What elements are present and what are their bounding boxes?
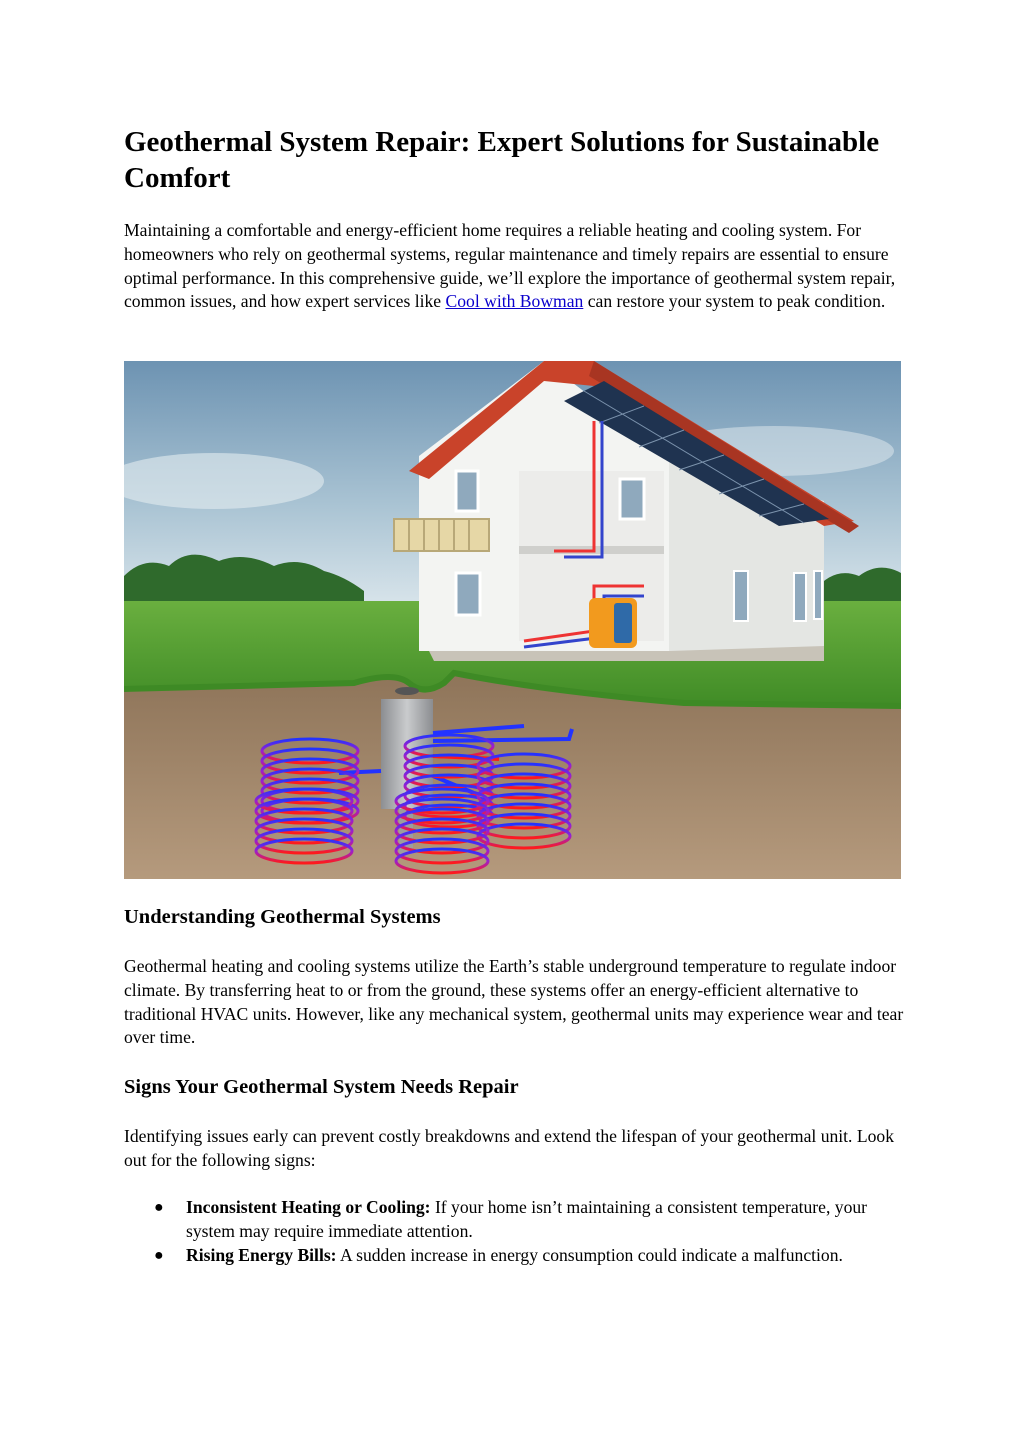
- page-title: Geothermal System Repair: Expert Solutions for Sustainable Comfort: [124, 126, 880, 194]
- section-paragraph-understanding: Geothermal heating and cooling systems utilize the Earth’s stable underground temperature to regulate indoor climate. By transferring heat to or from the ground, these systems offer an energy-efficient alternative to traditional HVAC units. However, like any mechanical system, geothermal units may experience wear and tear over time.: [124, 956, 904, 1048]
- section-paragraph-signs: Identifying issues early can prevent costly breakdowns and extend the lifespan of your geothermal unit. Look out for the following signs:: [124, 1126, 894, 1170]
- bullet-icon: ●: [154, 1246, 164, 1264]
- section-heading-signs: Signs Your Geothermal System Needs Repair: [124, 1076, 519, 1098]
- bullet-icon: ●: [154, 1199, 164, 1216]
- signs-list: [124, 1196, 904, 1267]
- intro-paragraph: [124, 219, 904, 314]
- list-item: [124, 1244, 904, 1268]
- list-item-text: If your home isn’t maintaining a consistent temperature, your system may require immediate attention.: [186, 1197, 868, 1241]
- cool-with-bowman-link[interactable]: Cool with Bowman: [445, 291, 584, 312]
- geothermal-house-illustration: [124, 361, 901, 879]
- intro-text-end: can restore your system to peak condition.: [583, 291, 886, 312]
- list-item-term: Rising Energy Bills:: [186, 1244, 337, 1265]
- list-item-text: A sudden increase in energy consumption could indicate a malfunction.: [336, 1244, 843, 1265]
- section-heading-understanding: Understanding Geothermal Systems: [124, 906, 441, 928]
- intro-text-start: Maintaining a comfortable and energy-efficient home requires a reliable heating and cooling system. For homeowners who rely on geothermal systems, regular maintenance and timely repairs are essential to ensure optimal performance. In this comprehensive guide, we’ll explore the importance of geothermal system repair, common issues, and how expert services like: [124, 220, 896, 312]
- list-item-term: Inconsistent Heating or Cooling:: [186, 1197, 431, 1217]
- list-item: [124, 1196, 904, 1244]
